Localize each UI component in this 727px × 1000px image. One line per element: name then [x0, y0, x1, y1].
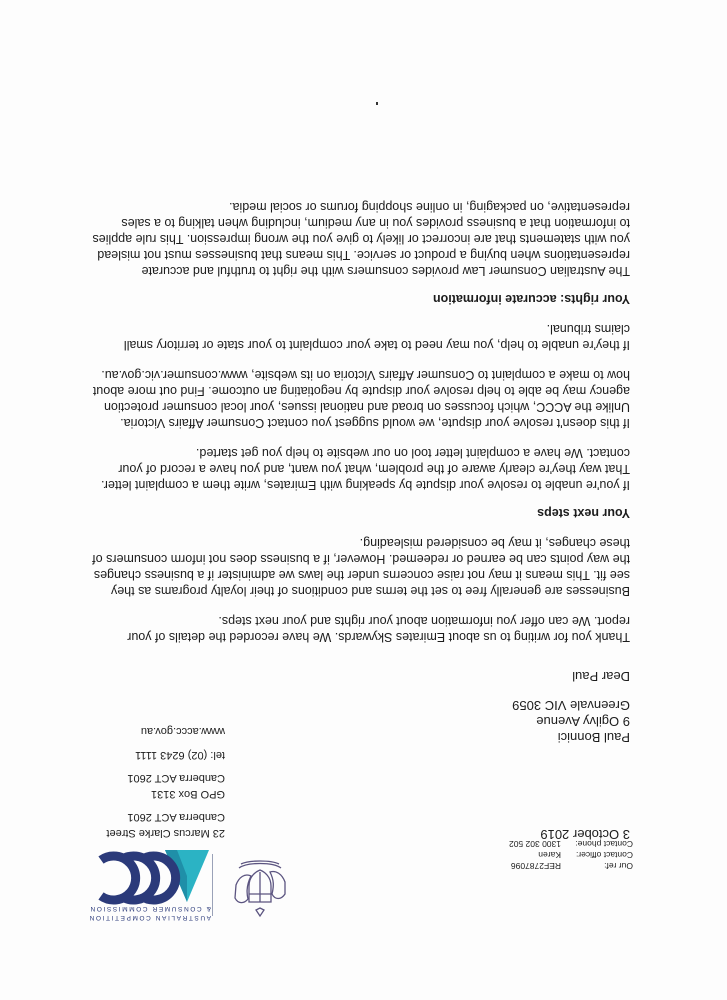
intro-paragraph: Thank you for writing to us about Emirates Skywards. We have recorded the details of your report. We can offer you information about your rights and your next steps.: [127, 614, 630, 644]
address-line: Canberra ACT 2601: [127, 772, 225, 785]
recipient-suburb: Greenvale VIC 3059: [512, 698, 630, 713]
rights-paragraph: The Australian Consumer Law provides consumers with the right to truthful and accurate representations when buying a product or service. This means that businesses must not mislead you with statements that are incorrect or likely to give you the wrong impression. This rule applies to information that a business provides you in any medium, including when talking to a sales representative, on packaging, in online shopping forums or social media.: [92, 200, 630, 278]
logo-line-2: & CONSUMER COMMISSION: [88, 905, 211, 912]
sender-address: [55, 723, 225, 840]
address-line: Canberra ACT 2601: [127, 811, 225, 824]
recipient-name: Paul Bonnici: [557, 730, 630, 745]
address-line: [55, 762, 225, 770]
scan-speck: [376, 102, 378, 105]
reference-block: [443, 838, 633, 871]
loyalty-paragraph: Businesses are generally free to set the terms and conditions of their loyalty programs as they see fit. This means it may not raise concerns under the laws we administer if a business changes the way points can be earned or redeemed. However, if a business does not inform consumers of these changes, it may be considered misleading.: [92, 536, 630, 598]
reference-label: Our ref:: [604, 861, 633, 871]
address-line: [55, 739, 225, 747]
salutation: Dear Paul: [572, 669, 630, 684]
recipient-address: [512, 697, 630, 745]
reference-value: REF2787096: [510, 861, 561, 871]
accc-logo: [77, 848, 227, 924]
logo-wordmark: [88, 904, 211, 922]
address-line: [55, 801, 225, 809]
address-line: tel: (02) 6243 1111: [135, 749, 225, 761]
tribunal-paragraph: If they're unable to help, you may need to take your complaint to your state or territory small claims tribunal.: [123, 322, 630, 352]
contact-officer-row: [443, 849, 633, 860]
complaint-paragraph: If you're unable to resolve your dispute by speaking with Emirates, write them a complaint letter. That way they're clearly aware of the problem, what you want, and you have a record of your contact. We have a complaint letter tool on our website to help you get started.: [100, 446, 630, 492]
letter-body: [90, 185, 630, 645]
logo-line-1: AUSTRALIAN COMPETITION: [88, 914, 211, 921]
contact-phone-label: Contact phone:: [575, 839, 633, 849]
address-line: 23 Marcus Clarke Street: [106, 827, 225, 839]
contact-officer-label: Contact officer:: [575, 850, 633, 860]
rights-heading: Your rights: accurate information: [432, 292, 630, 306]
letter-date: 3 October 2019: [540, 827, 630, 842]
reference-row: [443, 860, 633, 871]
consumer-affairs-paragraph: If this doesn't resolve your dispute, we would suggest you contact Consumer Affairs Victoria. Unlike the ACCC, which focusses on broad and national issues, your local consumer protection agency may be able to help resolve your dispute by negotiating an outcome. Find out more about how to make a complaint to Consumer Affairs Victoria on its website, www.consumer.vic.gov.au.: [92, 368, 630, 430]
recipient-street: 9 Ogilvy Avenue: [536, 714, 630, 729]
contact-officer-value: Karen: [538, 850, 561, 860]
next-steps-heading: Your next steps: [537, 506, 630, 520]
coat-of-arms-icon: [225, 854, 295, 924]
address-line: www.accc.gov.au: [140, 725, 225, 738]
address-line: GPO Box 3131: [151, 788, 225, 800]
contact-phone-value: 1300 302 502: [509, 839, 561, 849]
